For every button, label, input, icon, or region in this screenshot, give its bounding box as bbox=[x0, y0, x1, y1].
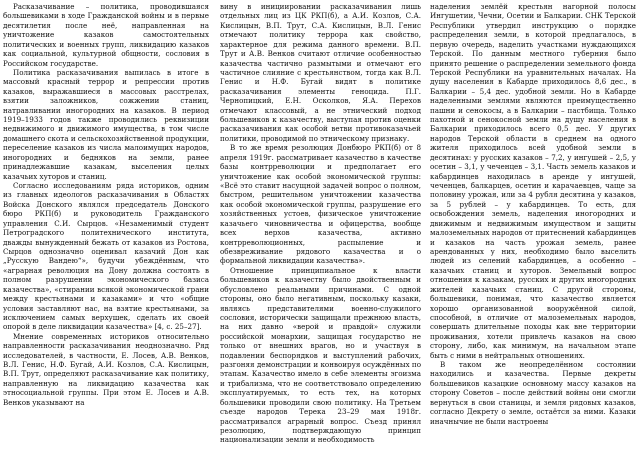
paragraph: В таком же неопределённом состоянии находились и казачества. Первые декреты большевиков казацкие основному массу казаков на сторону Советов – после действий войны они смогли вернуться в свои станицы, и земля рядовых казаков, согласно Декрету о земле, остаётся за ними. Казаки иначнычие не были настроены bbox=[430, 360, 636, 426]
paragraph: Согласно исследованиям ряда историков, одним из главных идеологов расказачивания в Областях Войска Донского являлся председатель Донского бюро РКП(б) и руководитель Гражданского управления С.И. Сырцов. «Незаменимый студент Петроградского политехнического института, дважды вынужденный бежать от казаков из Ростова, Сырцов однозначно оценивал казачий Дон как „Русскую Вандею“», будучи убеждённым, что «аграрная революция на Дону должна состоять в полном разрушении экономического базиса казачества», «стирании всякой экономической грани между крестьянами и казаками» и что «общие условия заставляют нас, на взятие крестьянами, за исключением самых верхушек, сделать их своей опорой в деле ликвидации казачества» [4, с. 25–27]. bbox=[3, 181, 209, 332]
paragraph: В то же время резолюция Донбюро РКП(б) от 8 апреля 1919г. рассматривает казачество в качестве базы контрреволюции и предполагает его уничтожение как особой экономической группы: «Всё это ставит насущной задачей вопрос о полном, быстром, решительном уничтожении казачества как особой экономической группы, разрушение его хозяйственных устоев, физическое уничтожение казачьего чиновничества и офицерства, вообще всех верхов казачества, активно контрреволюционных, распыление и обезвреживание рядового казачества и о формальной ликвидации казачества». bbox=[220, 143, 421, 266]
paragraph: вину в инициировании расказачивания лишь отдельных лиц из ЦК РКП(б), а А.И. Козлов, С.А. Кислицын, В.П. Трут, С.А. Кислицын, В.Л. Генис отмечают политику террора как свойство, характерное для режима данного времени. В.П. Трут и А.В. Венков считают отличие особенностью казачества частично размытыми и отмечают его частичное слияние с крестьянством, тогда как В.Л. Генис и Н.Ф. Бугай видят в политике расказачивания элементы геноцида. П.Г. Чернопицкий, Е.Н. Осколков, Я.А. Перехов отмечают классовый, а не этнический подход большевиков к казачеству, выступая против оценки расказачивания как особой ветви противоказачьей политики, проводимой по этническому признаку. bbox=[220, 2, 421, 143]
paragraph: наделения землёй крестьян нагорной полосы Ингушетии, Чечни, Осетии и Балкарии. СНК Терской Республики утвердил инструкцию о порядке распределения земли, в которой предлагалось, в первую очередь, наделить участками нуждающихся Терской. По данным местного губерния было принято решение о распределении земельного фонда Терской Республики на уравнительных началах. На душу населения в Кабарде приходилось 8,6 дес., в Балкарии – 5,4 дес. удобной земли. Но в Кабарде наделенными землями являются преимущественно пашни и сенокосы, а в Балкарии – пастбища. Только пахотной и сенокосной земли на душу населения в Балкарии приходилось всего 0,5 дес. У других народов Терской области в среднем на одного жителя приходилось всей удобной земли в десятинах: у русских казаков – 7,2, у ингушей – 2,5, у осетин – 3,1, у чеченцев – 3,1. Часть земель казаков и кабардинцев находилась в аренде у ингушей, чеченцев, балкарцев, осетин и карачаевцев, чаще за половину урожая, или за 4 рубля десятина у казаков, за 5 рублей – у кабардинцев. То есть, для освобождения земель, наделения иногородних и движимым и недвижимым имуществом и защиты малоземельных народов от притеснений кабардинцев и казаков на часть урожая земель, ранее арендованных у них, необходимо было выселить людей из селений кабардинцев, а особенно – казачьих станиц и хуторов. Земельный вопрос отношения к казакам, русских и других иногородних жителей казачьих станиц. С другой стороны, большевики, понимая, что казачество является хорошо организованной вооружённой силой, способной, в отличие от малоземельных народов, совершать длительные походы как вне территории проживания, хотели привлечь казаков на свою сторону, либо, как минимум, на начальном этапе быть с ними в нейтральных отношениях. bbox=[430, 2, 636, 360]
paragraph: Отношение принципиальное к власти большевиков к казачеству было двойственным и обусловлено реальными причинами. С одной стороны, оно было негативным, поскольку казаки, являясь представителями военно-служилого сословия, исторически защищали прежнюю власть, на них давно «верой и правдой» служили российской монархии, защищая государство не только от внешних врагов, но и участвуя в подавлении беспорядков и выступлений рабочих, разгоняя демонстрации и конвоируя осуждённых по этапам. Казачество имело в себе элементы эгоизма и трибализма, что не соответствовало определению эксплуатируемых, то есть тех, на которых большевики проводили свою политику. На Третьем съезде народов Терека 23–29 мая 1918г. рассматривался аграрный вопрос. Съезд принял резолюцию, подтверждающую принцип национализации земли и необходимость bbox=[220, 265, 421, 445]
paragraph: Мнение современных историков относительно направленности расказачивания неоднозначно. Ряд исследователей, в частности, Е. Лосев, А.В. Венков, В.Л. Генис, Н.Ф. Бугай, А.И. Козлов, С.А. Кислицын, В.П. Трут, определяют расказачивание как политику, направленную на ликвидацию казачества как этносоциальной группы. При этом Е. Лосев и А.В. Венков указывают на bbox=[3, 331, 209, 407]
paragraph: Политика расказачивания выпилась в итоге в массовый красный террор и репрессии против казаков, выражавшиеся в массовых расстрелах, взятии заложников, сожжении станиц, натравливании иногородних на казаков. В период 1919–1933 годов также проводились реквизиции недвижимого и движимого имущества, в том числе домашнего скота и сельскохозяйственной продукции, переселение казаков из числа малоимущих народов, иногородних и бедняков на земли, ранее принадлежавшие казакам, выселения целых казачьих хуторов и станиц. bbox=[3, 67, 209, 181]
text-column-3 bbox=[430, 2, 636, 450]
paragraph: Расказачивание – политика, проводившаяся большевиками в ходе Гражданской войны и в первые десятилетия после неё, направленная на уничтожение казаков самостоятельных политических и военных групп, ликвидацию казаков как социальной, культурной общности, сословия в Российском государстве. bbox=[3, 2, 209, 68]
text-column-1 bbox=[3, 2, 209, 450]
text-column-2 bbox=[220, 2, 421, 450]
